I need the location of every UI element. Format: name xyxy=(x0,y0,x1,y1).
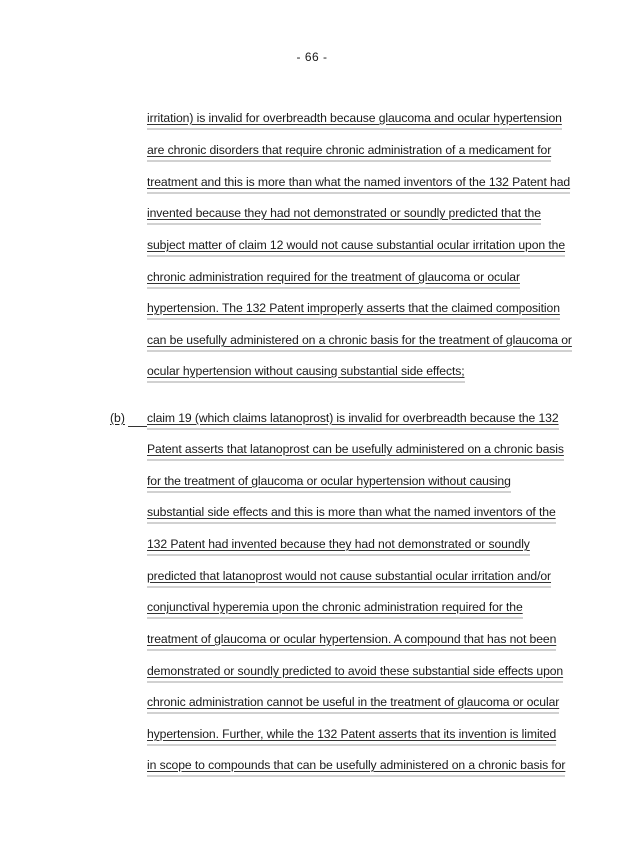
paragraph-line: 132 Patent had invented because they had not demonstrated or soundly xyxy=(147,537,530,551)
paragraph-line: can be usefully administered on a chronic basis for the treatment of glaucoma or xyxy=(147,333,572,347)
paragraph-line: hypertension. The 132 Patent improperly asserts that the claimed composition xyxy=(147,301,560,315)
paragraph-line: demonstrated or soundly predicted to avoid these substantial side effects upon xyxy=(147,664,564,678)
paragraph-line: irritation) is invalid for overbreadth because glaucoma and ocular hypertension xyxy=(147,111,562,125)
paragraph-line: ocular hypertension without causing substantial side effects; xyxy=(147,364,465,378)
paragraph-line: predicted that latanoprost would not cause substantial ocular irritation and/or xyxy=(147,569,552,583)
paragraph-line: invented because they had not demonstrated or soundly predicted that the xyxy=(147,206,541,220)
paragraph-label: (b) xyxy=(110,411,125,425)
paragraph-line: treatment of glaucoma or ocular hypertension. A compound that has not been xyxy=(147,632,557,646)
paragraph-line: substantial side effects and this is more than what the named inventors of the xyxy=(147,505,556,519)
paragraph-line: subject matter of claim 12 would not cause substantial ocular irritation upon the xyxy=(147,238,566,252)
paragraph-line: chronic administration cannot be useful in the treatment of glaucoma or ocular xyxy=(147,695,560,709)
label-underline-gap xyxy=(128,426,147,427)
paragraph-line: chronic administration required for the treatment of glaucoma or ocular xyxy=(147,270,520,284)
paragraph-line: claim 19 (which claims latanoprost) is invalid for overbreadth because the 132 xyxy=(147,411,559,425)
paragraph-line: hypertension. Further, while the 132 Patent asserts that its invention is limited xyxy=(147,727,557,741)
paragraph-line: for the treatment of glaucoma or ocular hypertension without causing xyxy=(147,474,511,488)
paragraph-line: conjunctival hyperemia upon the chronic administration required for the xyxy=(147,600,523,614)
paragraph-line: in scope to compounds that can be usefully administered on a chronic basis for xyxy=(147,758,566,772)
paragraph-line: treatment and this is more than what the named inventors of the 132 Patent had xyxy=(147,175,571,189)
paragraph-line: Patent asserts that latanoprost can be usefully administered on a chronic basis xyxy=(147,442,564,456)
page-number: - 66 - xyxy=(296,50,328,64)
paragraph-line: are chronic disorders that require chronic administration of a medicament for xyxy=(147,143,552,157)
